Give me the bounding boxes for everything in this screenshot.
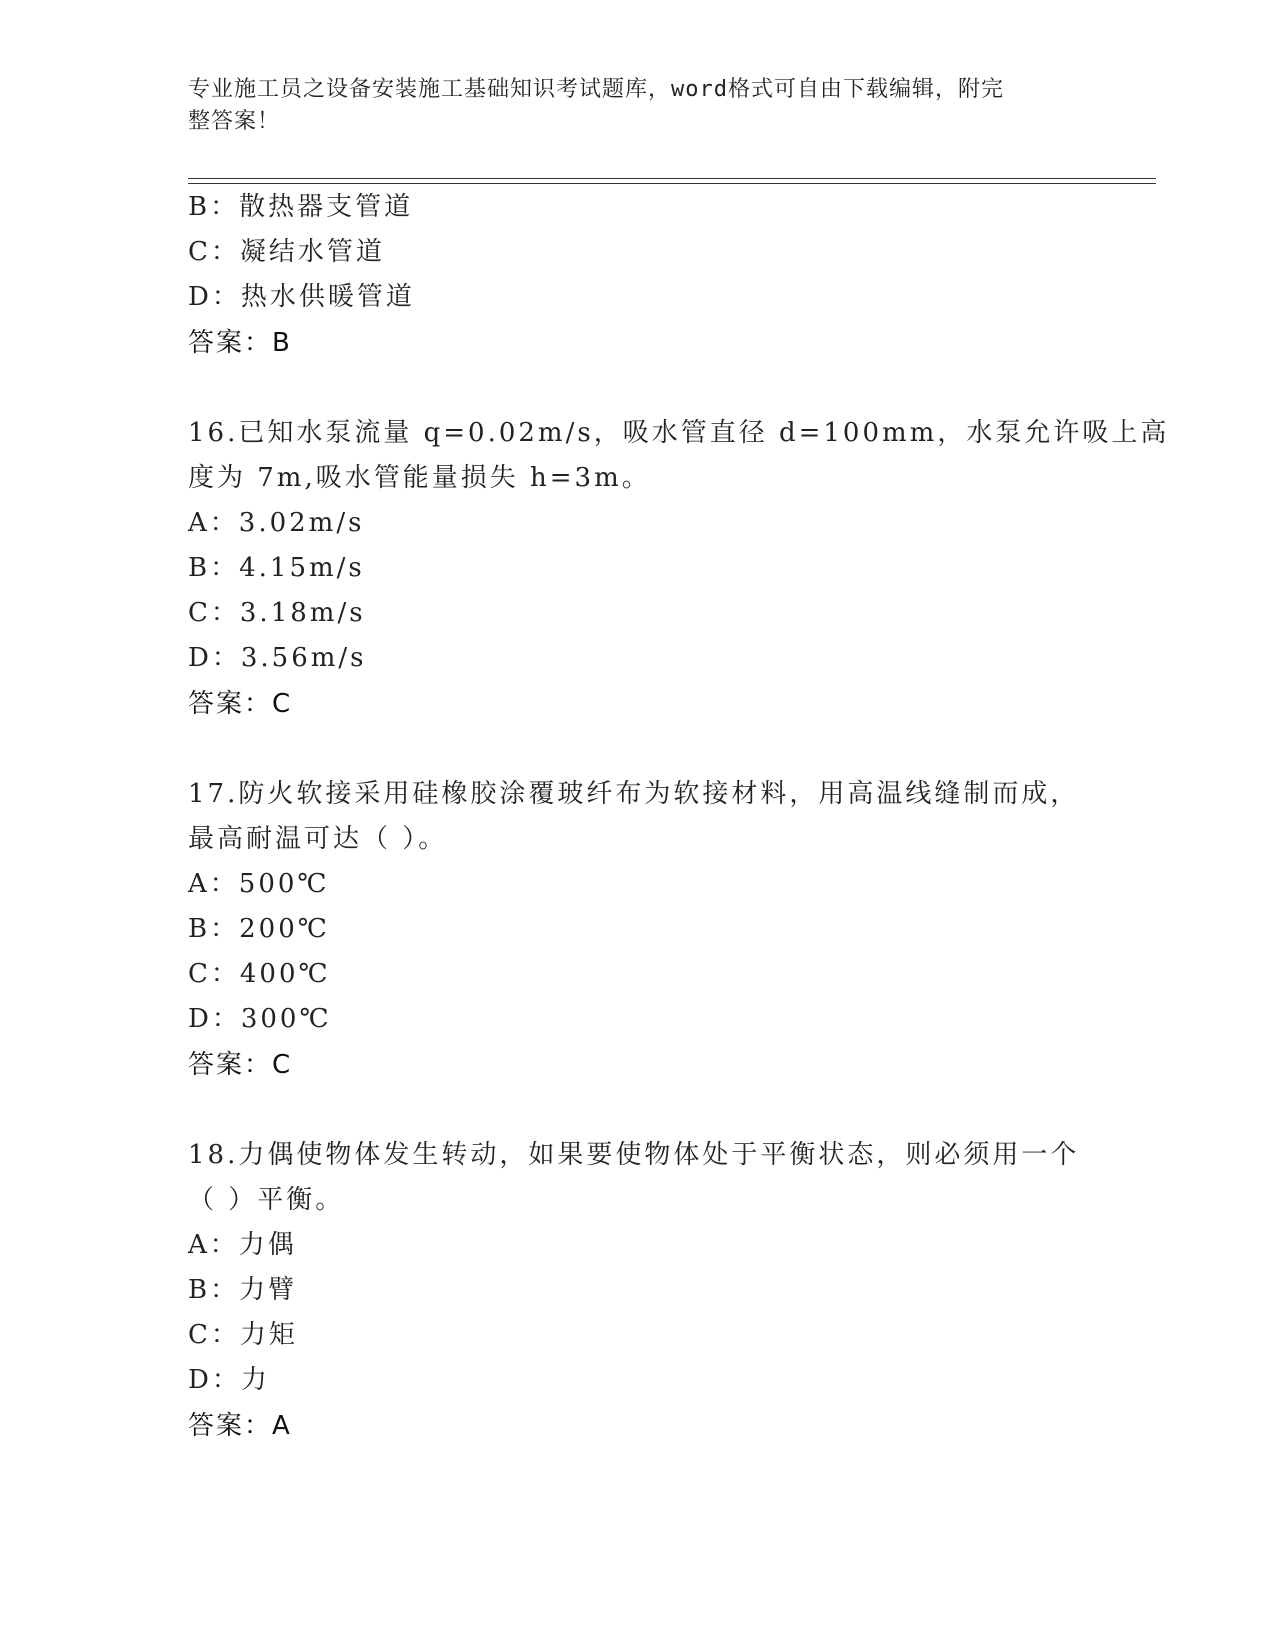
q16-stem-line-2: 度为 7m,吸水管能量损失 h=3m。 — [188, 463, 651, 493]
q17-option-d: D：300℃ — [188, 1004, 332, 1034]
q18-stem-line-1: 18.力偶使物体发生转动，如果要使物体处于平衡状态，则必须用一个 — [188, 1140, 1080, 1170]
header-divider-bottom — [188, 183, 1156, 184]
q18-answer: 答案：A — [188, 1411, 292, 1441]
header-title-line-2: 整答案！ — [188, 109, 281, 134]
header-title-line-1: 专业施工员之设备安装施工基础知识考试题库，word格式可自由下载编辑，附完 — [188, 77, 1004, 102]
q18-stem-line-2: （ ）平衡。 — [188, 1185, 345, 1215]
q16-stem-line-1: 16.已知水泵流量 q=0.02m/s，吸水管直径 d=100mm，水泵允许吸上高 — [188, 418, 1170, 448]
prev-question-option-d: D：热水供暖管道 — [188, 282, 415, 312]
header-divider-top — [188, 178, 1156, 179]
q16-option-b: B：4.15m/s — [188, 553, 365, 583]
q16-answer: 答案：C — [188, 689, 293, 719]
q18-option-d: D：力 — [188, 1365, 270, 1395]
q17-answer: 答案：C — [188, 1050, 293, 1080]
q18-option-a: A：力偶 — [188, 1230, 297, 1260]
q17-stem-line-1: 17.防火软接采用硅橡胶涂覆玻纤布为软接材料，用高温线缝制而成， — [188, 779, 1080, 809]
prev-question-answer: 答案：B — [188, 328, 292, 358]
q16-option-c: C：3.18m/s — [188, 598, 366, 628]
q16-option-d: D：3.56m/s — [188, 643, 367, 673]
q17-stem-line-2: 最高耐温可达（ ）。 — [188, 824, 448, 854]
q17-option-a: A：500℃ — [188, 869, 330, 899]
q17-option-c: C：400℃ — [188, 959, 331, 989]
prev-question-option-c: C：凝结水管道 — [188, 237, 385, 267]
q18-option-b: B：力臂 — [188, 1275, 298, 1305]
q17-option-b: B：200℃ — [188, 914, 330, 944]
prev-question-option-b: B：散热器支管道 — [188, 192, 414, 222]
q18-option-c: C：力矩 — [188, 1320, 298, 1350]
q16-option-a: A：3.02m/s — [188, 508, 365, 538]
page-header — [188, 74, 1068, 138]
